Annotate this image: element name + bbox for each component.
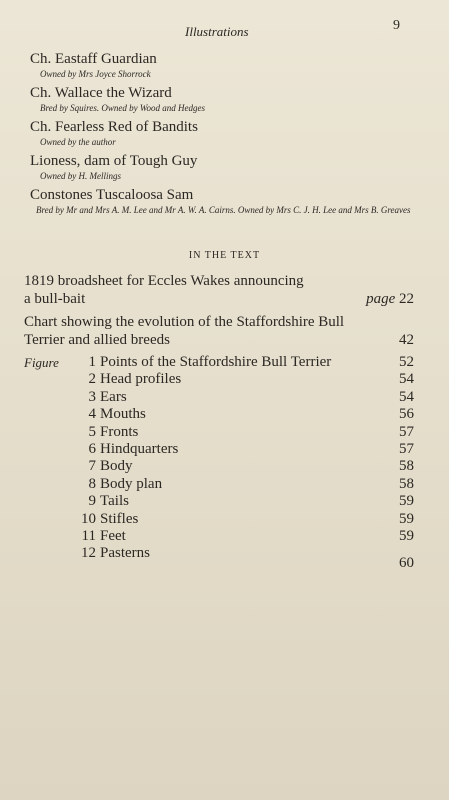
plate-title: Constones Tuscaloosa Sam [30, 187, 194, 203]
plate-entry [30, 50, 420, 81]
figure-title: Body plan [100, 475, 163, 492]
plate-credit: Bred by Squires. Owned by Wood and Hedges [40, 103, 205, 113]
page-reference [366, 290, 414, 308]
figure-page: 59 [399, 493, 414, 510]
plate-entry [30, 84, 420, 115]
figure-title: Feet [100, 527, 126, 544]
page-ref-number: 22 [399, 291, 414, 307]
figure-title: Body [100, 458, 133, 475]
figure-number: 10 [81, 510, 96, 527]
figure-row [24, 389, 414, 406]
figure-label: Figure [24, 355, 59, 370]
figure-list [24, 354, 414, 572]
figure-page: 52 [399, 354, 414, 370]
figure-title: Points of the Staffordshire Bull Terrier [100, 354, 332, 370]
figure-number: 12 [81, 545, 96, 562]
figure-row [24, 458, 414, 475]
section-heading: IN THE TEXT [188, 250, 261, 261]
figure-title: Ears [100, 388, 127, 405]
figure-title: Stifles [100, 510, 139, 527]
figure-row [24, 406, 414, 423]
figure-title: Pasterns [100, 545, 150, 562]
running-title: Illustrations [185, 24, 249, 39]
figure-page: 59 [399, 510, 414, 527]
figure-page: 54 [399, 388, 414, 405]
page-number: 9 [393, 18, 400, 33]
figure-number: 2 [88, 371, 96, 388]
plate-title: Lioness, dam of Tough Guy [30, 153, 198, 169]
figure-number: 5 [88, 423, 96, 440]
figure-number: 6 [88, 440, 96, 457]
figure-number: 11 [81, 527, 96, 544]
figure-title: Mouths [100, 406, 146, 423]
chart-entry [24, 313, 414, 349]
figure-row [24, 511, 414, 528]
figure-row [24, 371, 414, 388]
plate-credit: Owned by H. Mellings [40, 171, 121, 181]
figure-row [24, 424, 414, 441]
figure-row [24, 476, 414, 493]
figure-page: 58 [399, 475, 414, 492]
figure-row [24, 354, 414, 371]
plate-title: Ch. Eastaff Guardian [30, 51, 157, 67]
figure-title: Hindquarters [100, 440, 179, 457]
figure-page: 60 [399, 555, 414, 572]
plate-list [30, 50, 420, 220]
figure-number: 3 [88, 388, 96, 405]
figure-number: 7 [88, 458, 96, 475]
figure-row [24, 528, 414, 545]
figure-title: Fronts [100, 423, 139, 440]
plate-title: Ch. Fearless Red of Bandits [30, 119, 198, 135]
plate-credit: Owned by the author [40, 137, 116, 147]
broadsheet-entry [24, 272, 414, 308]
figure-page: 58 [399, 458, 414, 475]
figure-row [24, 545, 414, 572]
figure-number: 4 [88, 406, 96, 423]
plate-credit: Bred by Mr and Mrs A. M. Lee and Mr A. W. A. Cairns. Owned by Mrs C. J. H. Lee and Mrs B. Greaves [36, 205, 411, 215]
plate-entry [30, 118, 420, 149]
figure-row [24, 441, 414, 458]
entry-line: Terrier and allied breeds [24, 332, 170, 348]
page-word: page [366, 291, 396, 307]
figure-page: 54 [399, 371, 414, 388]
plate-title: Ch. Wallace the Wizard [30, 85, 172, 101]
figure-row [24, 493, 414, 510]
figure-page: 57 [399, 423, 414, 440]
entry-line: Chart showing the evolution of the Staffordshire Bull [24, 314, 345, 330]
plate-credit: Owned by Mrs Joyce Shorrock [40, 69, 151, 79]
figure-title: Head profiles [100, 371, 182, 388]
plate-entry [30, 152, 420, 183]
figure-number: 9 [88, 493, 96, 510]
entry-line: 1819 broadsheet for Eccles Wakes announcing [24, 273, 304, 289]
figure-page: 57 [399, 440, 414, 457]
entry-line: a bull-bait [24, 291, 86, 307]
figure-number: 1 [88, 354, 96, 370]
figure-number: 8 [88, 475, 96, 492]
plate-entry [30, 186, 420, 217]
figure-title: Tails [100, 493, 129, 510]
page-reference: 42 [399, 332, 414, 348]
figure-page: 56 [399, 406, 414, 423]
figure-page: 59 [399, 527, 414, 544]
